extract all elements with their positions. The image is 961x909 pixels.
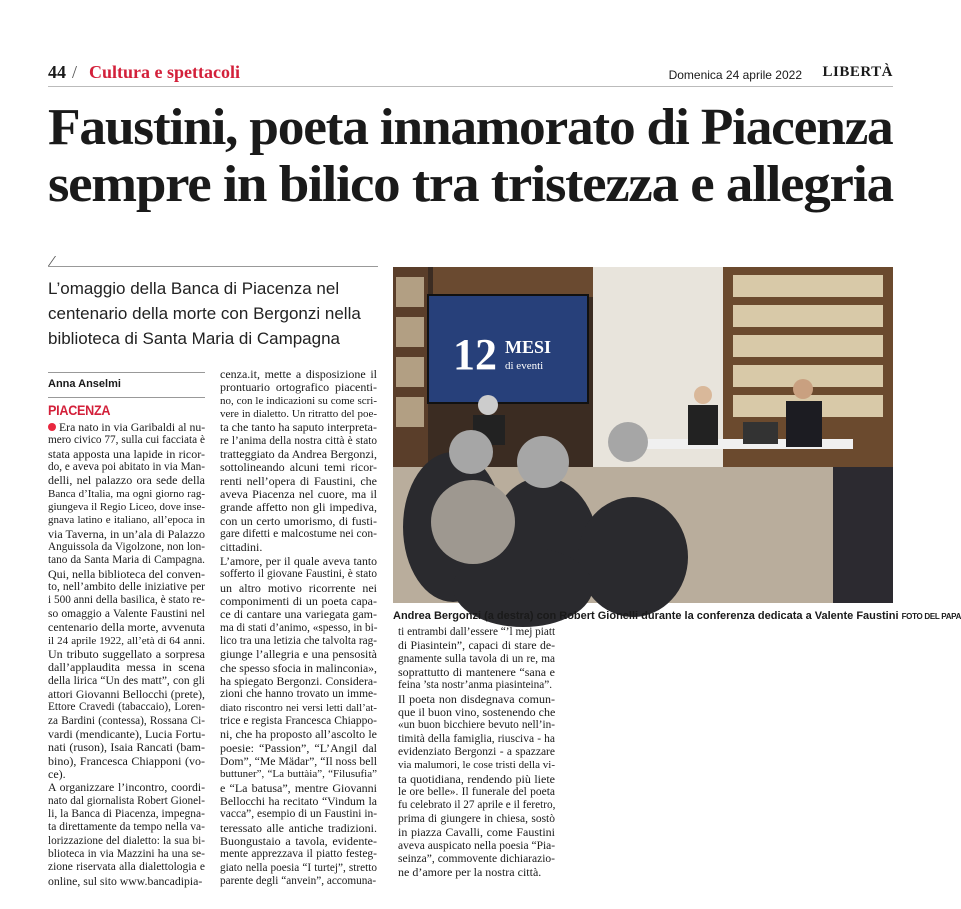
text-line: L’amore, per il quale aveva tanto: [220, 554, 377, 568]
text-line: teressato alle antiche tradizioni.: [220, 820, 377, 835]
article-photo: [393, 267, 893, 603]
text-line: feina ’sta nostr’anma piasinteina”.: [398, 679, 553, 692]
masthead-logo: LIBERTÀ: [822, 64, 893, 80]
text-line: che spesso sfocia in malinconia»,: [220, 661, 377, 675]
text-line: vardi (mendicante), Lucia Fortu-: [48, 726, 206, 741]
headline-line-2: [48, 157, 942, 213]
article-column-3: [398, 626, 555, 880]
text-line: giungeva il Regio Liceo, dove inse-: [48, 501, 206, 514]
byline: Anna Anselmi: [48, 378, 121, 390]
byline-divider: [48, 372, 205, 373]
text-line: ti entrambi dall’essere “’l mej piatt: [398, 626, 556, 638]
subheadline: L’omaggio della Banca di Piacenza nel centenario della morte con Bergonzi nella biblioteca di Santa Maria di Campagna: [48, 279, 361, 348]
headline-text: Faustini, poeta innamorato di Piacenza: [48, 99, 893, 156]
text-line: vere in dialetto. Un ritratto del poe-: [220, 408, 377, 421]
text-line: Bellocchi ha recitato “Vindum la: [220, 795, 377, 808]
text-line: dall’applaudita messa in scena: [48, 660, 205, 675]
issue-date: Domenica 24 aprile 2022: [668, 68, 802, 82]
text-line: to, nell’ambito delle iniziative per: [48, 581, 205, 594]
text-line: ma di stati d’animo, «spesso, in bi-: [220, 621, 378, 634]
text-line: centenario della morte, avvenuta: [48, 620, 205, 635]
text-line: zione riservata alla dialettologia e: [48, 861, 205, 874]
text-line: nati (ruson), Isaia Rancati (bam-: [48, 740, 205, 755]
text-line: Buongustaio a tavola, evidente-: [220, 834, 377, 849]
text-line: no, con le indicazioni su come scri-: [220, 394, 377, 407]
text-line: bino), Francesca Chiapponi (vo-: [48, 753, 205, 768]
dateline-divider: [48, 397, 205, 398]
text-line: ce di cantare una variegata gam-: [220, 607, 377, 622]
text-line: soprattutto di mantenere “sana e: [398, 665, 555, 680]
text-line: li, la Banca di Piacenza, impegna-: [48, 807, 205, 820]
text-line: zioni che hanno trovato un imme-: [220, 688, 377, 701]
text-line: delli, nel palazzo ora sede della: [48, 473, 205, 488]
text-line: ta che tanto ha saputo interpreta-: [220, 420, 377, 435]
text-line: vacca”, esempio di un Faustini in-: [220, 808, 378, 821]
text-line: parente degli “anvein”, accomuna-: [220, 875, 377, 888]
text-line: [48, 421, 205, 434]
decorative-mark: [48, 256, 70, 266]
separator: /: [72, 62, 78, 82]
text-line: Anguissola da Vigolzone, non lon-: [48, 541, 205, 554]
text-line: cenza.it, mette a disposizione il: [220, 367, 377, 381]
text-line: via Taverna, in un’ala di Palazzo: [48, 526, 205, 541]
conference-photo: [393, 267, 893, 603]
text-line: un altro motivo ricorrente nei: [220, 580, 377, 595]
text-line: A organizzare l’incontro, coordi-: [48, 781, 205, 795]
screen-word: MESI: [505, 337, 552, 357]
text-line: «un buon bicchiere bevuto nell’in-: [398, 719, 555, 732]
text-line: que il buon vino, sostenendo che: [398, 705, 556, 720]
article-column-1: [48, 421, 205, 888]
text-line: Ettore Cravedi (tabaccaio), Loren-: [48, 701, 205, 714]
text-line: ta direttamente da tempo nella va-: [48, 821, 205, 834]
text-line: Un tributo suggellato a sorpresa: [48, 646, 205, 661]
text-line: prima di giungere in chiesa, sostò: [398, 812, 555, 825]
text-line: stata apposta una lapide in ricor-: [48, 446, 205, 461]
text-line: grande affetto non gli impediva,: [220, 500, 377, 515]
text-line: poesie: “Passion”, “L’Angil dal: [220, 740, 377, 755]
text-line: renti nell’opera di Faustini, che: [220, 473, 377, 488]
dateline: PIACENZA: [48, 402, 111, 418]
text-line: ne d’amore per la nostra città.: [398, 865, 542, 880]
text-line: con un certo umorismo, di fusti-: [220, 513, 377, 528]
page-number: 44: [48, 62, 66, 82]
text-line: mero civico 77, sulla cui facciata è: [48, 434, 205, 447]
text-line: mente apprezzava il piatto festeg-: [220, 848, 377, 861]
text-line-content: Era nato in via Garibaldi al nu-: [59, 421, 206, 434]
text-line: tano da Santa Maria di Campagna.: [48, 554, 205, 567]
text-line: seinza”, commovente dichiarazio-: [398, 852, 555, 865]
text-line: il 24 aprile 1922, all’età di 64 anni.: [48, 634, 205, 647]
text-line: gnamente sulla tavola di un re, ma: [398, 652, 555, 665]
text-line: Il poeta non disdegnava comun-: [398, 691, 555, 706]
subhead-divider: [48, 266, 378, 267]
text-line: di Piasintein”, capaci di stare de-: [398, 639, 555, 653]
text-line: trice e regista Francesca Chiappo-: [220, 714, 377, 727]
text-line: diato riscontro nei versi letti dall’at-: [220, 701, 377, 714]
text-line: lorizzazione del dialetto: la sua bi-: [48, 834, 205, 847]
text-line: le ore belle». Il funerale del poeta: [398, 786, 555, 799]
text-line: via malumori, le cose tristi della vi-: [398, 759, 555, 772]
text-line: e “La batusa”, mentre Giovanni: [220, 780, 377, 795]
text-line: fu celebrato il 27 aprile e il feretro,: [398, 799, 556, 812]
text-line: ha spiegato Bergonzi. Considera-: [220, 674, 377, 688]
text-line: Banca d’Italia, ma ogni giorno rag-: [48, 487, 205, 500]
text-line: sottolineando alcuni temi ricor-: [220, 460, 377, 475]
text-line: componimenti di un poeta capa-: [220, 593, 377, 608]
text-line: in piazza Cavalli, come Faustini: [398, 825, 555, 840]
text-line: Dom”, “Me Mädar”, “Il noss bell: [220, 754, 377, 768]
text-line: ni, che ha proposto all’ascolto le: [220, 727, 377, 742]
screen-sub: di eventi: [505, 360, 544, 372]
text-line: so omaggio a Valente Faustini nel: [48, 607, 205, 620]
text-line: za Bardini (contessa), Rossana Ci-: [48, 714, 205, 727]
text-line: aveva auspicato nella poesia “Pia-: [398, 839, 556, 852]
screen-number: 12: [453, 330, 497, 379]
text-line: cittadini.: [220, 540, 263, 555]
bullet-icon: [48, 423, 56, 431]
photo-caption: [393, 610, 961, 622]
text-line: ce).: [48, 766, 66, 781]
header-divider: [48, 86, 893, 87]
text-line: attori Giovanni Bellocchi (prete),: [48, 687, 205, 701]
text-line: online, sul sito www.bancadipia-: [48, 874, 203, 888]
text-line: timità della famiglia, riusciva - ha: [398, 732, 555, 745]
text-line: blioteca in via Mazzini ha una se-: [48, 848, 205, 860]
text-line: do, e aveva poi abitato in via Man-: [48, 461, 205, 474]
headline-text: sempre in bilico tra tristezza e allegria: [48, 156, 893, 213]
caption-text: Andrea Bergonzi (a destra) con Robert Gionelli durante la conferenza dedicata a Valente Faustini: [393, 610, 899, 622]
text-line: sofferto il giovane Faustini, è stato: [220, 568, 377, 581]
section-title: Cultura e spettacoli: [89, 62, 240, 82]
text-line: della lirica “Un des matt”, con gli: [48, 674, 205, 687]
text-line: Qui, nella biblioteca del conven-: [48, 566, 205, 581]
text-line: gare difetti e malcostume nei con-: [220, 528, 377, 541]
text-line: re l’anima della nostra città è stato: [220, 434, 377, 447]
text-line: buttuner”, “La buttàia”, “Filusufia”: [220, 768, 377, 781]
article-column-2: [220, 368, 377, 888]
text-line: gnava latino e italiano, all’epoca in: [48, 514, 205, 527]
text-line: giunge l’allegria e una pensosità: [220, 647, 377, 662]
headline-line-1: [48, 100, 916, 156]
text-line: i 500 anni della basilica, è stato re-: [48, 594, 205, 607]
text-line: tratteggiato da Andrea Bergonzi,: [220, 447, 377, 462]
text-line: aveva Piacenza nel cuore, ma il: [220, 487, 377, 502]
text-line: nato dal giornalista Robert Gionel-: [48, 794, 205, 807]
text-line: giato nella poesia “I turtej”, stretto: [220, 861, 377, 874]
text-line: evidenziato Bergonzi - a spazzare: [398, 746, 555, 759]
photo-credit: FOTO DEL PAPA: [901, 612, 961, 621]
text-line: ta quotidiana, rendendo più liete: [398, 771, 555, 786]
text-line: lico tra una letizia che talvolta rag-: [220, 634, 377, 647]
text-line: prontuario ortografico piacenti-: [220, 380, 377, 395]
